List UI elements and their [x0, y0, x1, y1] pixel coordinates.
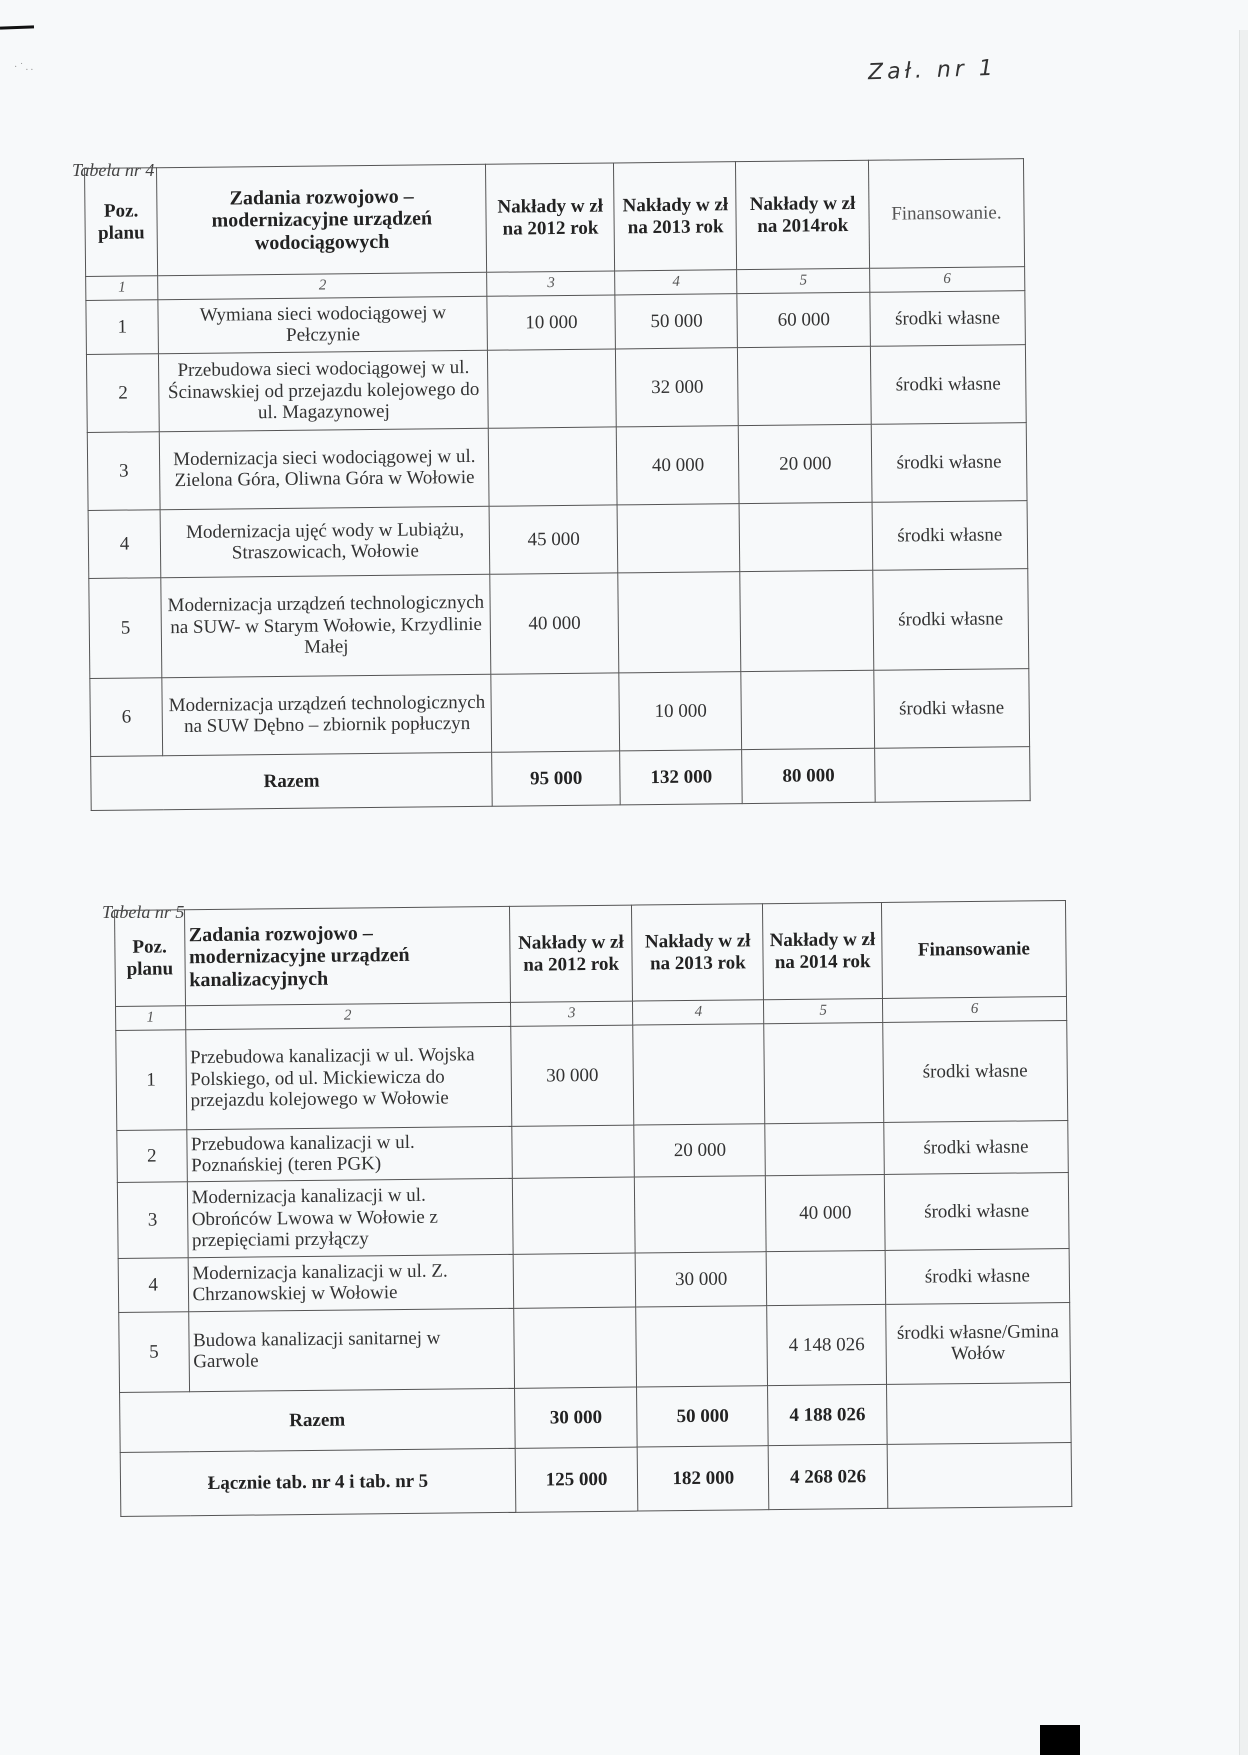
cell-poz: 5 [89, 578, 162, 679]
table5-caption: Tabela nr 5 [102, 902, 185, 922]
index-cell: 3 [510, 1001, 633, 1026]
cell-task: Modernizacja urządzeń technologicznych na SUW Dębno – zbiornik popłuczyn [162, 674, 492, 755]
cell-poz: 1 [86, 300, 159, 355]
index-cell: 6 [869, 267, 1024, 292]
grand-total-row [120, 1442, 1072, 1516]
cell-2014: 4 148 026 [767, 1304, 886, 1385]
cell-2014: 60 000 [737, 292, 870, 347]
grand-total-financing [887, 1442, 1072, 1508]
index-cell: 1 [116, 1006, 186, 1031]
cell-2012: 30 000 [510, 1025, 634, 1126]
cell-poz: 4 [88, 510, 161, 579]
table-row [116, 1020, 1068, 1130]
table-5 [114, 900, 1072, 1517]
cell-financing: środki własne/Gmina Wołów [886, 1302, 1071, 1384]
index-cell: 4 [633, 1000, 764, 1025]
cell-financing: środki własne [883, 1020, 1068, 1122]
cell-task: Modernizacja ujęć wody w Lubiążu, Straszowicach, Wołowie [160, 506, 490, 577]
total-label: Razem [91, 752, 493, 810]
grand-total-2012: 125 000 [515, 1447, 638, 1512]
index-cell: 2 [158, 272, 487, 299]
cell-2012: 40 000 [490, 573, 619, 674]
scan-right-edge [1239, 30, 1248, 1755]
cell-financing: środki własne [884, 1172, 1069, 1250]
cell-2012 [512, 1177, 635, 1254]
cell-financing: środki własne [872, 500, 1028, 570]
table-4 [84, 158, 1031, 811]
header-task: Zadania rozwojowo – modernizacyjne urządzeń kanalizacyjnych [184, 906, 510, 1005]
cell-2014 [738, 346, 871, 425]
total-row [91, 746, 1031, 810]
scan-edge-mark [0, 25, 34, 29]
cell-poz: 2 [86, 354, 159, 433]
scan-corner-shadow [1040, 1725, 1080, 1755]
grand-total-2014: 4 268 026 [768, 1444, 887, 1509]
table-row [118, 1248, 1070, 1312]
cell-task: Modernizacja urządzeń technologicznych na SUW- w Starym Wołowie, Krzydlinie Małej [161, 574, 491, 677]
cell-2013 [617, 503, 740, 572]
header-2014: Nakłady w zł na 2014rok [736, 160, 869, 269]
cell-2014: 20 000 [739, 424, 872, 503]
cell-financing: środki własne [874, 668, 1030, 748]
cell-2014: 40 000 [766, 1174, 885, 1251]
total-financing [874, 746, 1030, 802]
cell-financing: środki własne [871, 422, 1027, 502]
cell-poz: 3 [87, 432, 160, 511]
cell-2013 [618, 571, 741, 672]
cell-2012 [488, 427, 617, 506]
cell-task: Modernizacja kanalizacji w ul. Obrońców Lwowa w Wołowie z przepięciami przyłączy [187, 1178, 513, 1257]
cell-2013: 50 000 [615, 293, 738, 348]
cell-2013: 32 000 [616, 347, 739, 426]
cell-2014 [764, 1022, 884, 1123]
header-2014: Nakłady w zł na 2014 rok [763, 902, 883, 999]
index-cell: 3 [487, 271, 615, 296]
cell-financing: środki własne [870, 344, 1026, 424]
cell-2012 [513, 1307, 637, 1388]
cell-2014 [766, 1250, 885, 1305]
total-row [120, 1382, 1072, 1452]
index-cell: 5 [737, 268, 870, 293]
cell-2012 [511, 1125, 634, 1178]
index-cell: 5 [764, 998, 883, 1023]
index-cell: 6 [882, 997, 1066, 1023]
header-2012: Nakłady w zł na 2012 rok [509, 905, 633, 1002]
header-2013: Nakłady w zł na 2013 rok [632, 904, 764, 1001]
total-2014: 4 188 026 [768, 1384, 887, 1445]
cell-2014 [765, 1122, 884, 1175]
cell-task: Modernizacja kanalizacji w ul. Z. Chrzanowskiej w Wołowie [188, 1254, 514, 1311]
cell-2012 [491, 673, 620, 752]
cell-2014 [741, 670, 874, 749]
header-financing: Finansowanie. [868, 159, 1024, 269]
table-row [87, 422, 1027, 510]
cell-poz: 5 [119, 1312, 189, 1393]
index-cell: 4 [615, 270, 737, 295]
cell-task: Budowa kanalizacji sanitarnej w Garwole [188, 1308, 514, 1391]
cell-poz: 1 [116, 1030, 187, 1131]
grand-total-2013: 182 000 [638, 1445, 770, 1510]
total-2013: 50 000 [637, 1385, 768, 1446]
cell-task: Przebudowa sieci wodociągowej w ul. Ścinawskiej od przejazdu kolejowego do ul. Magazynowej [159, 350, 489, 431]
cell-2012 [513, 1253, 636, 1308]
header-2012: Nakłady w zł na 2012 rok [486, 163, 615, 272]
cell-2013: 40 000 [617, 425, 740, 504]
cell-2013: 10 000 [619, 671, 742, 750]
total-label: Razem [120, 1388, 515, 1452]
table-row [90, 668, 1030, 756]
cell-2013: 30 000 [636, 1251, 767, 1306]
total-2012: 95 000 [492, 751, 621, 806]
cell-task: Przebudowa kanalizacji w ul. Wojska Polskiego, od ul. Mickiewicza do przejazdu kolejowego w Wołowie [185, 1026, 511, 1129]
table-row [86, 344, 1026, 432]
table-row [89, 568, 1029, 678]
cell-financing: środki własne [885, 1248, 1070, 1304]
cell-poz: 2 [117, 1130, 187, 1183]
handwritten-annotation: Zał. nr 1 [867, 55, 998, 86]
cell-2014 [740, 570, 873, 671]
total-2012: 30 000 [514, 1387, 637, 1448]
cell-task: Przebudowa kanalizacji w ul. Poznańskiej (teren PGK) [186, 1126, 512, 1181]
cell-financing: środki własne [884, 1120, 1069, 1174]
cell-poz: 3 [117, 1182, 187, 1259]
header-poz: Poz. planu [115, 910, 186, 1007]
cell-2012: 45 000 [489, 505, 618, 574]
cell-task: Wymiana sieci wodociągowej w Pełczynie [158, 296, 487, 353]
cell-financing: środki własne [870, 290, 1026, 346]
cell-task: Modernizacja sieci wodociągowej w ul. Zielona Góra, Oliwna Góra w Wołowie [160, 428, 490, 509]
grand-total-label: Łącznie tab. nr 4 i tab. nr 5 [120, 1448, 515, 1516]
header-financing: Finansowanie [881, 901, 1066, 999]
header-task: Zadania rozwojowo – modernizacyjne urządzeń wodociągowych [157, 164, 487, 275]
cell-financing: środki własne [873, 568, 1029, 670]
total-2014: 80 000 [742, 748, 875, 803]
index-cell: 2 [185, 1002, 510, 1029]
header-poz: Poz. planu [85, 168, 159, 277]
cell-2013 [635, 1175, 767, 1252]
table-row [88, 500, 1028, 578]
cell-2013 [636, 1305, 768, 1386]
cell-2013: 20 000 [634, 1123, 765, 1176]
index-cell: 1 [86, 276, 159, 301]
header-2013: Nakłady w zł na 2013 rok [614, 162, 737, 271]
cell-poz: 6 [90, 678, 163, 757]
cell-2013 [633, 1023, 765, 1124]
total-2013: 132 000 [620, 749, 743, 804]
table-row [119, 1302, 1071, 1392]
table-row [86, 290, 1026, 354]
cell-2014 [740, 502, 873, 571]
cell-2012: 10 000 [487, 295, 616, 350]
cell-poz: 4 [118, 1258, 188, 1313]
total-financing [886, 1382, 1071, 1444]
cell-2012 [488, 349, 617, 428]
table-row [117, 1172, 1069, 1258]
scan-specks: · ˙ . . [14, 62, 34, 73]
table4-caption: Tabela nr 4 [72, 160, 155, 180]
